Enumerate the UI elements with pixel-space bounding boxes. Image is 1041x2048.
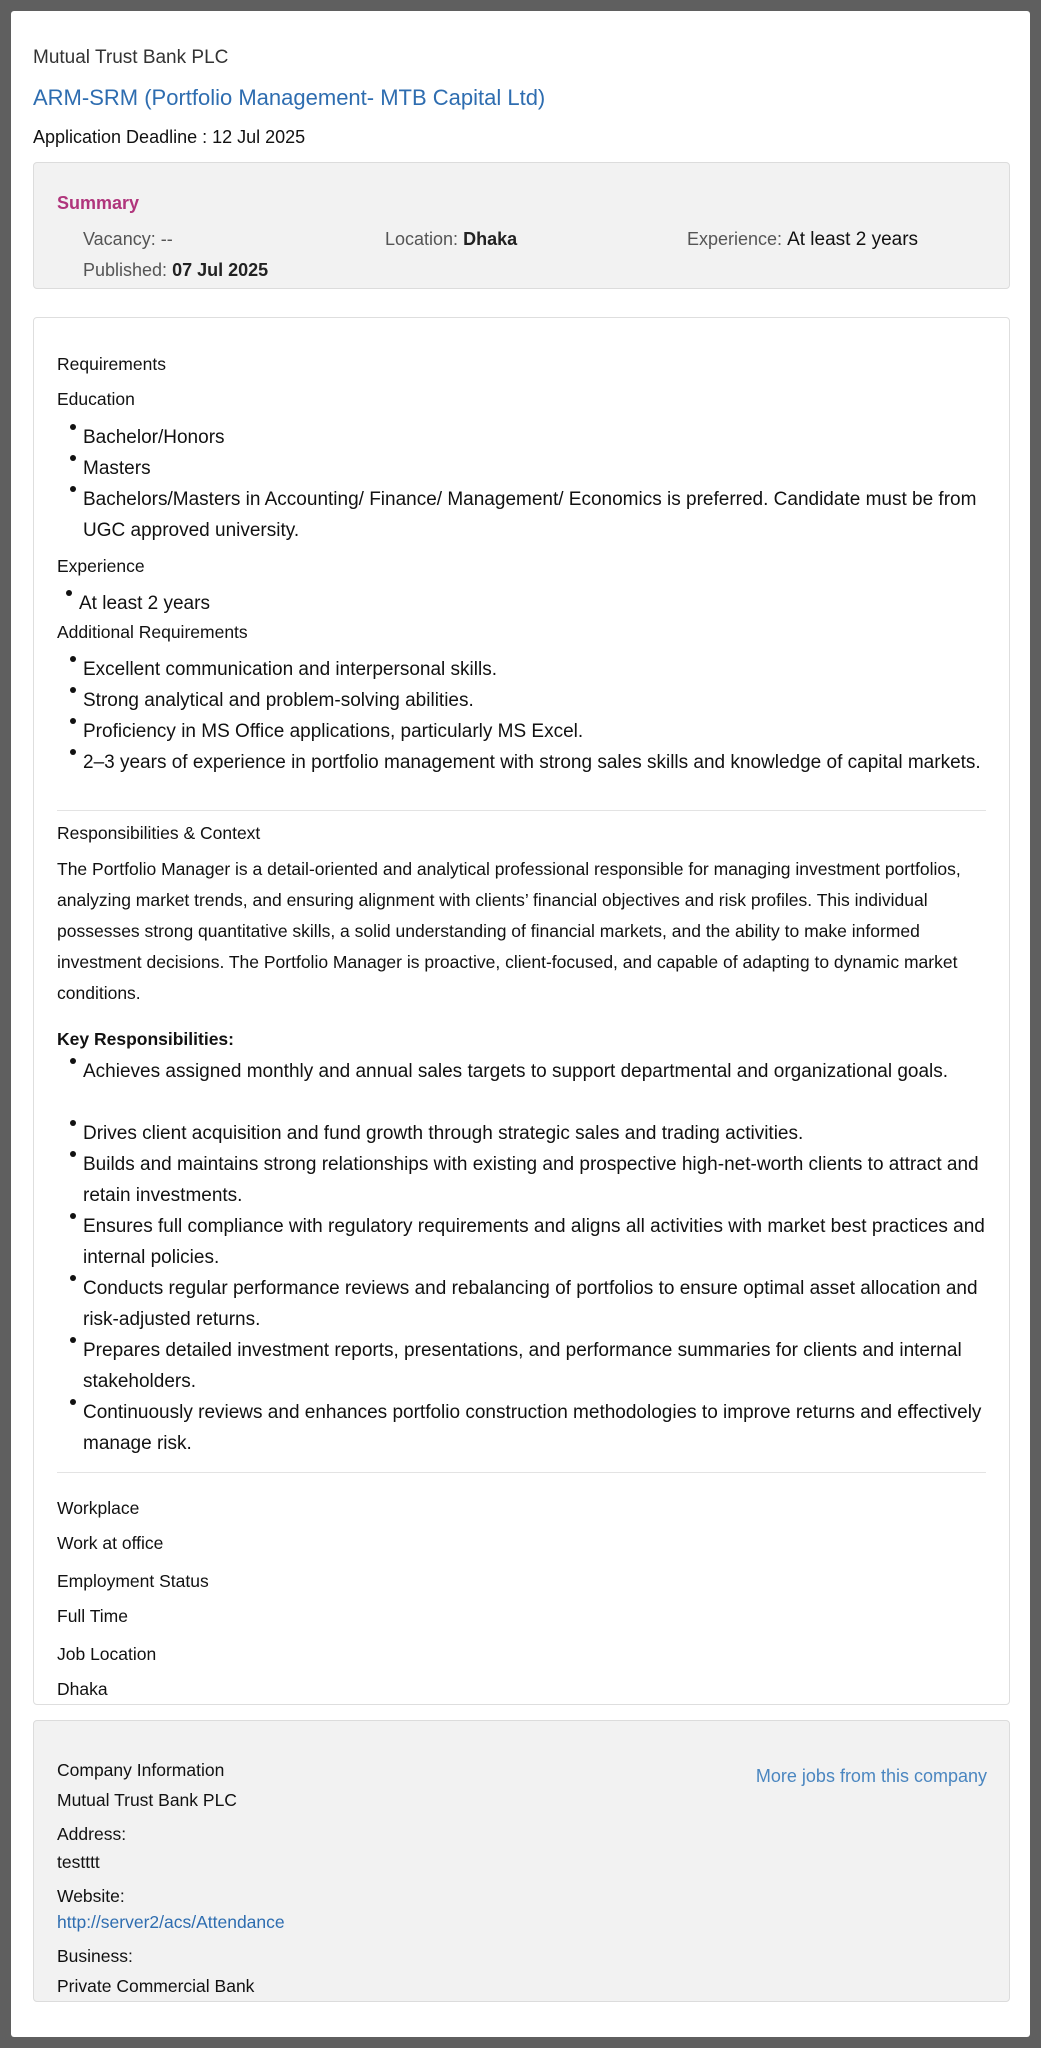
responsibility-item: Conducts regular performance reviews and rebalancing of portfolios to ensure optimal asset allocation and risk-adjusted returns.: [83, 1273, 988, 1335]
job-detail-page: [11, 11, 1030, 2037]
vacancy-label: Vacancy:: [83, 229, 156, 249]
additional-requirements-heading: Additional Requirements: [57, 622, 248, 642]
experience-label: Experience:: [687, 229, 783, 249]
employment-status-value: Full Time: [57, 1606, 128, 1626]
section-divider: [57, 1472, 986, 1473]
business-label: Business:: [57, 1946, 133, 1966]
job-details-panel: [33, 317, 1010, 1705]
key-responsibilities-heading: Key Responsibilities:: [57, 1029, 234, 1049]
more-jobs-link[interactable]: More jobs from this company: [755, 1766, 987, 1786]
responsibility-item: Prepares detailed investment reports, presentations, and performance summaries for clients and internal stakeholders.: [83, 1335, 988, 1397]
website-label: Website:: [57, 1886, 125, 1906]
experience-item: At least 2 years: [79, 588, 984, 619]
company-name: Mutual Trust Bank PLC: [33, 47, 229, 68]
application-deadline: Application Deadline : 12 Jul 2025: [33, 127, 306, 147]
experience-value: At least 2 years: [787, 229, 919, 250]
business-value: Private Commercial Bank: [57, 1976, 255, 1996]
additional-item: 2–3 years of experience in portfolio management with strong sales skills and knowledge of capital markets.: [83, 747, 988, 778]
address-label: Address:: [57, 1824, 127, 1844]
published-label: Published:: [83, 260, 168, 280]
company-info-panel: [33, 1720, 1010, 2002]
job-location-label: Job Location: [57, 1644, 157, 1664]
vacancy-field: [83, 229, 173, 250]
company-info-name: Mutual Trust Bank PLC: [57, 1790, 237, 1810]
responsibility-item: Drives client acquisition and fund growth through strategic sales and trading activities.: [83, 1118, 988, 1149]
section-divider: [57, 810, 986, 811]
education-heading: Education: [57, 389, 135, 409]
education-item: Masters: [83, 453, 988, 484]
job-location-value: Dhaka: [57, 1679, 108, 1699]
location-label: Location:: [385, 229, 459, 249]
vacancy-value: --: [160, 229, 173, 249]
responsibility-item: Achieves assigned monthly and annual sales targets to support departmental and organizational goals.: [83, 1056, 988, 1087]
education-item: Bachelors/Masters in Accounting/ Finance/ Management/ Economics is preferred. Candidate must be from UGC approved university.: [83, 484, 988, 546]
published-field: [83, 260, 268, 281]
job-title: ARM-SRM (Portfolio Management- MTB Capital Ltd): [33, 85, 546, 110]
experience-field: [687, 229, 918, 251]
summary-title: Summary: [57, 193, 140, 213]
requirements-heading: Requirements: [57, 354, 166, 374]
website-link[interactable]: http://server2/acs/Attendance: [57, 1912, 285, 1932]
published-value: 07 Jul 2025: [172, 260, 269, 280]
education-item: Bachelor/Honors: [83, 422, 988, 453]
company-info-heading: Company Information: [57, 1760, 225, 1780]
employment-status-label: Employment Status: [57, 1571, 209, 1591]
summary-panel: [33, 162, 1010, 289]
responsibility-item: Ensures full compliance with regulatory requirements and aligns all activities with market best practices and internal policies.: [83, 1211, 988, 1273]
workplace-label: Workplace: [57, 1498, 140, 1518]
workplace-value: Work at office: [57, 1533, 164, 1553]
responsibility-item: Continuously reviews and enhances portfolio construction methodologies to improve returns and effectively manage risk.: [83, 1397, 988, 1459]
additional-item: Excellent communication and interpersonal skills.: [83, 654, 988, 685]
experience-heading: Experience: [57, 556, 145, 576]
responsibility-item: Builds and maintains strong relationships with existing and prospective high-net-worth clients to attract and retain investments.: [83, 1149, 988, 1211]
location-value: Dhaka: [463, 229, 518, 249]
address-value: testttt: [57, 1852, 100, 1872]
responsibilities-paragraph: The Portfolio Manager is a detail-oriented and analytical professional responsible for managing investment portfolios, analyzing market trends, and ensuring alignment with clients’ financial objectives and risk profiles. This individual possesses strong quantitative skills, a solid understanding of financial markets, and the ability to make informed investment decisions. The Portfolio Manager is proactive, client-focused, and capable of adapting to dynamic market conditions.: [57, 859, 961, 1003]
responsibilities-heading: Responsibilities & Context: [57, 823, 261, 843]
additional-item: Strong analytical and problem-solving abilities.: [83, 685, 988, 716]
additional-item: Proficiency in MS Office applications, particularly MS Excel.: [83, 716, 988, 747]
location-field: [385, 229, 517, 250]
